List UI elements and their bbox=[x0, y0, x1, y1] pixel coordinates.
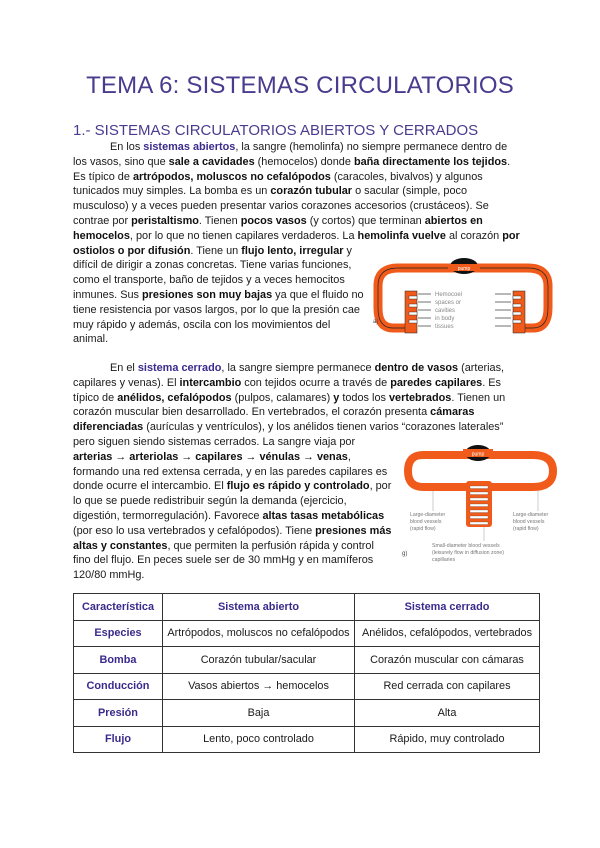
body-text: (hemocelos) donde bbox=[254, 155, 354, 168]
section-heading: 1.- SISTEMAS CIRCULATORIOS ABIERTOS Y CERRADOS bbox=[73, 122, 479, 139]
emphasis-text: paredes capilares bbox=[390, 376, 483, 389]
table-cell: Lento, poco controlado bbox=[163, 726, 355, 753]
row-header-cell: Flujo bbox=[74, 726, 163, 753]
emphasis-text: abiertos en bbox=[424, 214, 483, 227]
table-cell: Rápido, muy controlado bbox=[355, 726, 540, 753]
body-text: fino del flujo. En peces suele ser de 30 mmHg y en mamíferos bbox=[73, 554, 374, 567]
body-text: En los bbox=[110, 141, 144, 153]
text-line bbox=[73, 155, 520, 170]
body-text: con tejidos ocurre a través de bbox=[241, 376, 391, 389]
body-text: como el transporte, baño de tejidos y a veces hemocitos bbox=[73, 274, 345, 287]
body-text: . Es bbox=[482, 376, 501, 389]
emphasis-text: arterias → arteriolas → capilares → vénulas → venas bbox=[73, 450, 348, 463]
body-text: al corazón bbox=[445, 229, 503, 242]
hemocoel-label-1: Hemocoel bbox=[435, 292, 463, 298]
table-cell: Corazón tubular/sacular bbox=[163, 647, 355, 674]
hemocoel-label-4: in body bbox=[435, 316, 455, 322]
emphasis-text: intercambio bbox=[179, 376, 242, 389]
page-title: TEMA 6: SISTEMAS CIRCULATORIOS bbox=[86, 72, 514, 99]
body-text: formando una red extensa cerrada, y en las paredes capilares es bbox=[73, 465, 388, 478]
table-cell: Baja bbox=[163, 700, 355, 727]
table-cell: Artrópodos, moluscos no cefalópodos bbox=[163, 620, 355, 647]
body-text: . Tienen un bbox=[451, 391, 506, 404]
left-vessel-label-3: (rapid flow) bbox=[410, 526, 436, 532]
text-line bbox=[73, 184, 520, 199]
header-characteristic: Característica bbox=[74, 594, 163, 621]
body-text: animal. bbox=[73, 333, 109, 346]
body-text: , por lo que no tienen capilares verdaderos. La bbox=[129, 229, 358, 242]
right-vessel-label-2: blood vessels bbox=[513, 519, 545, 525]
emphasis-text: corazón tubular bbox=[270, 185, 353, 198]
capillary-label-2: (leisurely flow in diffusion zone) bbox=[432, 550, 504, 556]
table-row bbox=[74, 647, 540, 674]
body-text: tunicados muy simples. La bomba es un bbox=[73, 185, 271, 198]
body-text: lo que se puede redistribuir según la demanda (ejercicio, bbox=[73, 495, 347, 508]
body-text: , que permiten la perfusión rápida y control bbox=[167, 539, 374, 552]
emphasis-text: por bbox=[502, 229, 520, 242]
emphasis-text: sistemas abiertos bbox=[143, 141, 236, 153]
body-text: (por eso lo usa vertebrados y cefalópodos). Tiene bbox=[73, 524, 316, 537]
body-text: . Tienen bbox=[198, 214, 241, 227]
emphasis-text: anélidos, cefalópodos bbox=[117, 391, 232, 404]
emphasis-text: y bbox=[333, 391, 340, 404]
row-header-cell: Conducción bbox=[74, 673, 163, 700]
table-row bbox=[74, 620, 540, 647]
body-text: ya que el fluido no bbox=[272, 288, 364, 301]
body-text: difícil de dirigir a zonas concretas. Tiene varias funciones, bbox=[73, 259, 352, 272]
body-text: muy rápido y además, oscila con los movimientos del bbox=[73, 318, 331, 331]
table-cell: Anélidos, cefalópodos, vertebrados bbox=[355, 620, 540, 647]
body-text: digestión, termorregulación). Favorece bbox=[73, 509, 263, 522]
table-cell: Corazón muscular con cámaras bbox=[355, 647, 540, 674]
text-line bbox=[73, 214, 520, 229]
body-text: (aurículas y ventrículos), y los anélidos tienen varios “corazones laterales” bbox=[143, 421, 504, 434]
emphasis-text: ostiolos o por difusión bbox=[73, 244, 191, 257]
open-circulation-diagram bbox=[373, 258, 555, 338]
capillary-label-3: capillaries bbox=[432, 557, 456, 563]
body-text: . bbox=[507, 155, 511, 168]
text-line bbox=[73, 244, 520, 259]
emphasis-text: diferenciadas bbox=[73, 421, 144, 434]
body-text: corazón muscular bien desarrollado. En vertebrados, el corazón presenta bbox=[73, 406, 431, 419]
body-text: y bbox=[343, 244, 352, 257]
row-header-cell: Bomba bbox=[74, 647, 163, 674]
emphasis-text: dentro de vasos bbox=[374, 362, 459, 374]
body-text: pero siguen siendo sistemas cerrados. La sangre viaja por bbox=[73, 435, 356, 448]
body-text: Es típico de bbox=[73, 170, 133, 183]
body-text: capilares y venas). El bbox=[73, 376, 180, 389]
emphasis-text: hemolinfa vuelve bbox=[357, 229, 446, 242]
table-header-row bbox=[74, 594, 540, 621]
body-text: . Tiene un bbox=[190, 244, 242, 257]
hemocoel-label-3: cavities bbox=[435, 308, 456, 314]
header-closed-system: Sistema cerrado bbox=[355, 594, 540, 621]
emphasis-text: vertebrados bbox=[388, 391, 452, 404]
emphasis-text: flujo lento, irregular bbox=[241, 244, 344, 257]
hemocoel-label-2: spaces or bbox=[435, 300, 462, 306]
emphasis-text: cámaras bbox=[430, 406, 475, 419]
body-text: En el bbox=[110, 362, 138, 374]
text-line bbox=[73, 140, 520, 155]
comparison-table bbox=[73, 593, 540, 753]
emphasis-text: baña directamente los tejidos bbox=[353, 155, 508, 168]
text-line bbox=[73, 199, 520, 214]
body-text: (pulpos, calamares) bbox=[231, 391, 334, 404]
body-text: , bbox=[347, 450, 351, 463]
body-text: o sacular (simple, poco bbox=[352, 185, 468, 198]
table-cell: Red cerrada con capilares bbox=[355, 673, 540, 700]
text-line bbox=[73, 376, 505, 391]
emphasis-text: flujo es rápido y controlado bbox=[226, 480, 370, 493]
body-text: musculoso) y a veces pueden presentar varios corazones accesorios (crustáceos). Se bbox=[73, 200, 489, 213]
body-text: típico de bbox=[73, 391, 118, 404]
body-text: los vasos, sino que bbox=[73, 155, 169, 168]
pump-label: pump bbox=[471, 451, 485, 458]
capillary-label-1: Small-diameter blood vessels bbox=[432, 543, 500, 549]
emphasis-text: peristaltismo bbox=[131, 214, 199, 227]
right-vessel-label-1: Large-diameter bbox=[513, 512, 549, 518]
body-text: donde ocurre el intercambio. El bbox=[73, 480, 227, 493]
body-text: , por bbox=[369, 480, 392, 493]
body-text: (y cortos) que terminan bbox=[306, 214, 425, 227]
figure-label: g) bbox=[402, 551, 408, 557]
emphasis-text: artrópodos, moluscos no cefalópodos bbox=[132, 170, 331, 183]
row-header-cell: Presión bbox=[74, 700, 163, 727]
left-vessel-label-2: blood vessels bbox=[410, 519, 442, 525]
body-text: 120/80 mmHg. bbox=[73, 569, 145, 582]
body-text: , la sangre (hemolinfa) no siempre permanece dentro de bbox=[235, 141, 508, 153]
body-text: todos los bbox=[339, 391, 389, 404]
body-text: contrae por bbox=[73, 214, 132, 227]
table-cell: Vasos abiertos → hemocelos bbox=[163, 673, 355, 700]
table-row bbox=[74, 673, 540, 700]
row-header-cell: Especies bbox=[74, 620, 163, 647]
text-line bbox=[73, 229, 520, 244]
text-line bbox=[73, 170, 520, 185]
body-text: tiene resistencia por vasos largos, por lo que la presión cae bbox=[73, 303, 360, 316]
hemocoel-label-5: tissues bbox=[435, 324, 454, 330]
emphasis-text: hemocelos bbox=[73, 229, 130, 242]
text-line bbox=[73, 361, 505, 376]
header-open-system: Sistema abierto bbox=[163, 594, 355, 621]
emphasis-text: sale a cavidades bbox=[168, 155, 255, 168]
left-vessel-label-1: Large-diameter bbox=[410, 512, 446, 518]
body-text: inmunes. Sus bbox=[73, 288, 143, 301]
text-line bbox=[73, 391, 505, 406]
emphasis-text: altas tasas metabólicas bbox=[262, 509, 385, 522]
table-row bbox=[74, 726, 540, 753]
body-text: , la sangre siempre permanece bbox=[221, 362, 375, 374]
body-text: (arterias, bbox=[458, 362, 505, 374]
emphasis-text: altas y constantes bbox=[73, 539, 168, 552]
closed-circulation-diagram bbox=[398, 443, 558, 573]
pump-label: pump bbox=[457, 266, 471, 272]
table-row bbox=[74, 700, 540, 727]
body-text: (caracoles, bivalvos) y algunos bbox=[330, 170, 483, 183]
right-vessel-label-3: (rapid flow) bbox=[513, 526, 539, 532]
emphasis-text: sistema cerrado bbox=[137, 362, 222, 374]
emphasis-text: pocos vasos bbox=[240, 214, 307, 227]
emphasis-text: presiones más bbox=[315, 524, 392, 537]
text-line bbox=[73, 420, 505, 435]
figure-label: a) bbox=[373, 319, 379, 325]
emphasis-text: presiones son muy bajas bbox=[142, 288, 273, 301]
table-cell: Alta bbox=[355, 700, 540, 727]
text-line bbox=[73, 405, 505, 420]
